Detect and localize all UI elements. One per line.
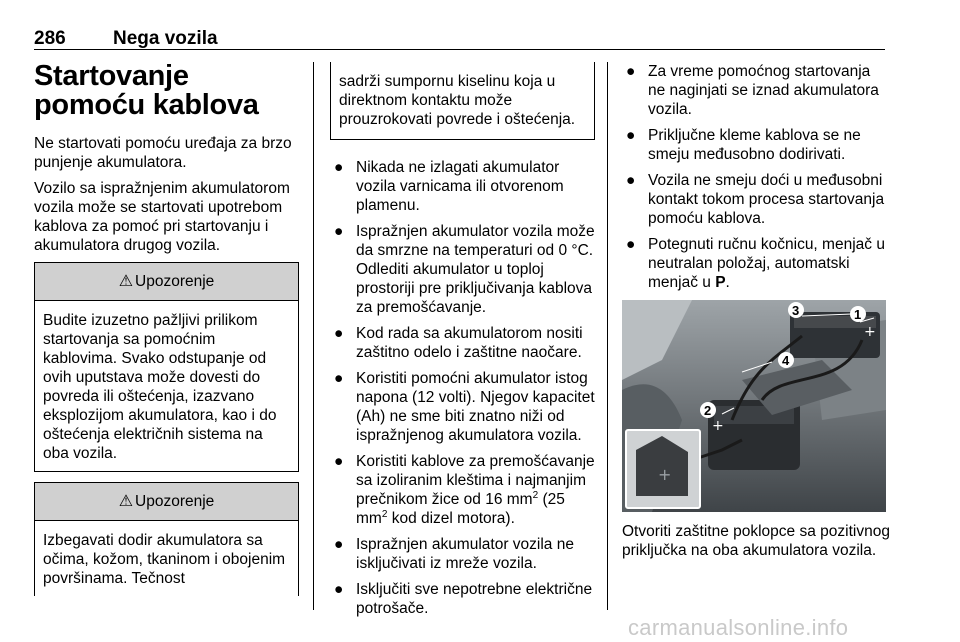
list-item: ● Ispražnjen akumulator vozila ne isključivati iz mreže vozila. [334, 536, 574, 572]
warning-continuation: sadrži sumpornu kiselinu koja u direktnom kontaktu može prouzrokovati povrede i oštećenja. [330, 62, 595, 140]
list-item: ● Ispražnjen akumulator vozila može da smrzne na temperaturi od 0 °C. Odlediti akumulator u toploj prostoriji pre priključivanja kablova za premošćavanje. [334, 223, 595, 316]
warning-icon: ⚠ [118, 273, 134, 290]
warning-icon: ⚠ [118, 493, 134, 510]
photo-caption: Otvoriti zaštitne poklopce sa pozitivnog priključka na oba akumulatora vozila. [622, 523, 890, 559]
warning-box [34, 262, 299, 472]
warning-header [35, 263, 298, 301]
column-left [34, 62, 299, 606]
list-item: ● Za vreme pomoćnog startovanja ne naginjati se iznad akumulatora vozila. [626, 63, 879, 118]
warning-box [34, 482, 299, 596]
bullet-icon: ● [626, 63, 636, 80]
page-header [34, 24, 885, 50]
bullet-icon: ● [334, 581, 344, 598]
photo-label-2: 2 [704, 403, 712, 418]
list-item: ● Priključne kleme kablova se ne smeju međusobno dodirivati. [626, 127, 861, 163]
svg-text:+: + [712, 418, 724, 434]
list-item: ● Koristiti kablove za premošćavanje sa izoliranim kleštima i najmanjim prečnikom žice od 16 $mm^2$ (25 $mm^2$ kod dizel motora). [334, 453, 595, 527]
photo-label-4: 4 [782, 353, 790, 368]
column-middle [330, 62, 595, 625]
list-item: ● Potegnuti ručnu kočnicu, menjač u neutralan položaj, automatski menjač u P. [626, 236, 885, 291]
photo-label-1: 1 [854, 307, 862, 322]
warning-title: Upozorenje [135, 493, 215, 510]
page-title: Startovanje pomoću kablova [34, 60, 259, 121]
photo-label-3: 3 [792, 303, 800, 318]
bullet-icon: ● [334, 325, 344, 342]
watermark: carmanualsonline.info [628, 615, 849, 640]
bullet-icon: ● [334, 159, 344, 176]
bullet-icon: ● [626, 172, 636, 189]
paragraph: Vozilo sa ispražnjenim akumulatorom vozila može se startovati upotrebom kablova za pomoć pri startovanju i akumulatora drugog vozila. [34, 180, 290, 254]
bullet-icon: ● [334, 453, 344, 470]
bullet-icon: ● [334, 536, 344, 553]
paragraph: Ne startovati pomoću uređaja za brzo punjenje akumulatora. [34, 135, 292, 171]
warning-title: Upozorenje [135, 273, 215, 290]
engine-bay-photo [622, 300, 886, 512]
warning-text: Budite izuzetno pažljivi prilikom startovanja sa pomoćnim kablovima. Svako odstupanje od ovih uputstava može dovesti do povreda ili oštećenja, izazvano eksplozijom akumulatora, kao i do oštećenja električnih sistema na oba vozila. [43, 312, 277, 462]
bullet-icon: ● [626, 236, 636, 253]
warning-header [35, 483, 298, 521]
bullet-icon: ● [334, 370, 344, 387]
page-number: 286 [34, 28, 66, 49]
warning-text: Izbegavati dodir akumulatora sa očima, kožom, tkaninom i obojenim površinama. Tečnost [43, 532, 286, 587]
bullet-icon: ● [334, 223, 344, 240]
list-item: ● Isključiti sve nepotrebne električne potrošače. [334, 581, 593, 617]
list-item: ● Vozila ne smeju doći u međusobni kontakt tokom procesa startovanja pomoću kablova. [626, 172, 885, 227]
bullet-list [330, 158, 595, 618]
section-title: Nega vozila [113, 28, 218, 49]
bullet-list [622, 62, 890, 292]
list-item: ● Kod rada sa akumulatorom nositi zaštitno odelo i zaštitne naočare. [334, 325, 583, 361]
column-right [622, 62, 890, 567]
bullet-icon: ● [626, 127, 636, 144]
list-item: ● Nikada ne izlagati akumulator vozila varnicama ili otvorenom plamenu. [334, 159, 564, 214]
svg-text:+: + [864, 324, 876, 340]
list-item: ● Koristiti pomoćni akumulator istog napona (12 volti). Njegov kapacitet (Ah) ne sme biti znatno niži od ispražnjenog akumulatora vozila. [334, 370, 595, 444]
column-divider [313, 62, 314, 610]
column-divider [607, 62, 608, 610]
svg-text:+: + [658, 465, 672, 484]
